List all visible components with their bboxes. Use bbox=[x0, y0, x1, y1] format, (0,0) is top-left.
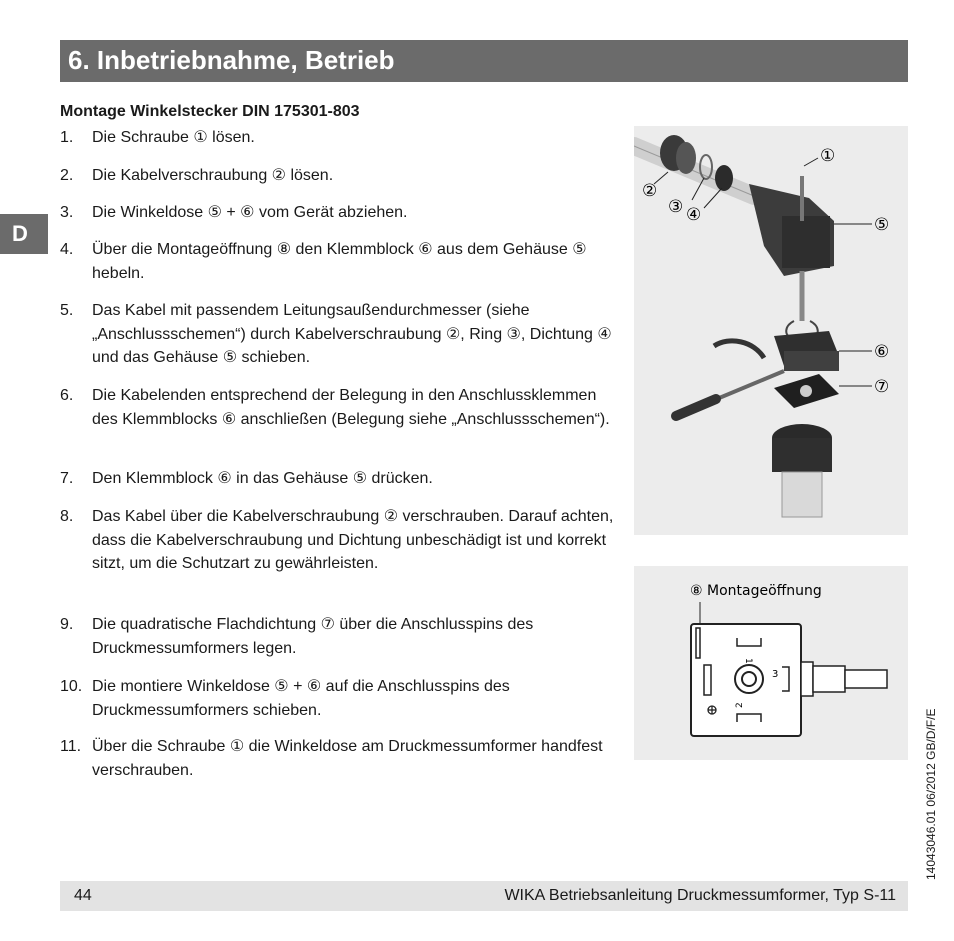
transmitter-thread bbox=[782, 472, 822, 517]
pin-1-label: 1 bbox=[743, 658, 753, 664]
step-number: 4. bbox=[60, 241, 74, 258]
section-header bbox=[60, 40, 908, 82]
pin-3-label: 3 bbox=[772, 669, 779, 680]
screwdriver-handle bbox=[676, 399, 716, 416]
step-number: 9. bbox=[60, 616, 74, 633]
step-number: 10. bbox=[60, 678, 83, 695]
gland-body bbox=[813, 666, 845, 692]
step-text: Die quadratische Flachdichtung ⑦ über die Anschlusspins des Druckmessumformers legen. bbox=[92, 616, 534, 657]
step-item bbox=[60, 735, 620, 782]
step-item bbox=[60, 201, 620, 225]
arrow-curve bbox=[714, 341, 764, 358]
footer-title: WIKA Betriebsanleitung Druckmessumformer, Typ S-11 bbox=[504, 887, 896, 904]
step-number: 1. bbox=[60, 129, 74, 146]
step-text: Über die Montageöffnung ⑧ den Klemmblock ⑥ aus dem Gehäuse ⑤ hebeln. bbox=[92, 241, 587, 282]
pin-2-label: 2 bbox=[735, 702, 745, 708]
callout-label: ⑦ bbox=[874, 377, 890, 397]
connector-face-outline bbox=[691, 624, 801, 736]
step-item bbox=[60, 238, 620, 285]
step-number: 8. bbox=[60, 508, 74, 525]
section-subtitle: Montage Winkelstecker DIN 175301-803 bbox=[60, 103, 360, 120]
callout-label: ⑥ bbox=[874, 342, 890, 362]
step-text: Die Kabelverschraubung ② lösen. bbox=[92, 167, 334, 184]
step-number: 3. bbox=[60, 204, 74, 221]
step-text: Die Schraube ① lösen. bbox=[92, 129, 255, 146]
callout-label: ④ bbox=[686, 205, 702, 225]
step-item bbox=[60, 384, 620, 431]
connector-face-drawing bbox=[634, 566, 908, 760]
step-item bbox=[60, 299, 620, 370]
step-item bbox=[60, 613, 620, 660]
document-code: 14043046.01 06/2012 GB/D/F/E bbox=[924, 708, 938, 880]
connector-face-figure bbox=[634, 566, 908, 760]
transmitter-body bbox=[772, 438, 832, 472]
step-number: 2. bbox=[60, 167, 74, 184]
step-item bbox=[60, 467, 620, 491]
callout-label: ⑤ bbox=[874, 215, 890, 235]
step-number: 6. bbox=[60, 387, 74, 404]
cable-gland-nut bbox=[676, 142, 696, 174]
exploded-view-drawing bbox=[634, 126, 908, 535]
language-tab-label: D bbox=[12, 221, 28, 246]
exploded-view-figure bbox=[634, 126, 908, 535]
step-number: 7. bbox=[60, 470, 74, 487]
mounting-opening-label: ⑧ Montageöffnung bbox=[690, 583, 822, 599]
step-item bbox=[60, 505, 620, 576]
step-text: Den Klemmblock ⑥ in das Gehäuse ⑤ drücken. bbox=[92, 470, 433, 487]
callout-line-4 bbox=[704, 188, 722, 208]
step-number: 11. bbox=[60, 738, 82, 755]
step-text: Die Winkeldose ⑤ + ⑥ vom Gerät abziehen. bbox=[92, 204, 408, 221]
page-title: 6. Inbetriebnahme, Betrieb bbox=[68, 45, 395, 75]
step-item bbox=[60, 126, 620, 150]
gland-flange bbox=[801, 662, 813, 696]
gasket-hole bbox=[800, 385, 812, 397]
step-item bbox=[60, 164, 620, 188]
page-number: 44 bbox=[74, 887, 92, 904]
page-footer bbox=[60, 881, 908, 911]
callout-label: ② bbox=[642, 181, 658, 201]
step-text: Die montiere Winkeldose ⑤ + ⑥ auf die Anschlusspins des Druckmessumformers schieben. bbox=[92, 678, 510, 719]
callout-line-1 bbox=[804, 158, 818, 166]
housing-front bbox=[782, 216, 830, 268]
step-text: Über die Schraube ① die Winkeldose am Druckmessumformer handfest verschrauben. bbox=[92, 738, 603, 779]
step-text: Die Kabelenden entsprechend der Belegung in den Anschlussklemmen des Klemmblocks ⑥ anschließen (Belegung siehe „Anschlussschemen“). bbox=[92, 387, 610, 428]
language-tab bbox=[0, 214, 48, 254]
seal-shape bbox=[715, 165, 733, 191]
step-number: 5. bbox=[60, 302, 74, 319]
step-text: Das Kabel über die Kabelverschraubung ② verschrauben. Darauf achten, dass die Kabelverschraubung und Dichtung unbeschädigt ist und korrekt sitzt, um die Schutzart zu gewährleisten. bbox=[92, 508, 614, 572]
terminal-block-front bbox=[784, 351, 839, 371]
step-text: Das Kabel mit passendem Leitungsaußendurchmesser (siehe „Anschlussschemen“) durch Kabelverschraubung ②, Ring ③, Dichtung ④ und das Gehäuse ⑤ schieben. bbox=[92, 302, 612, 366]
callout-label: ③ bbox=[668, 197, 684, 217]
callout-label: ① bbox=[820, 146, 836, 166]
cable-end bbox=[845, 670, 887, 688]
step-item bbox=[60, 675, 620, 722]
